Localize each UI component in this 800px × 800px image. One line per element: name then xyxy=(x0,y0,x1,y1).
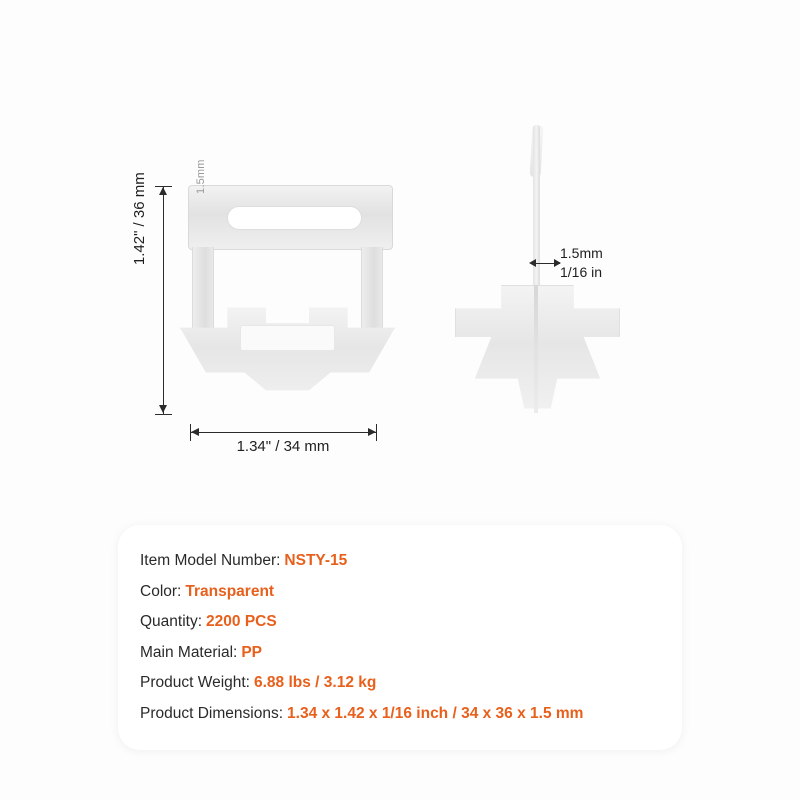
spec-row xyxy=(140,645,682,661)
spec-value-main-material: PP xyxy=(241,643,263,661)
spec-value-color: Transparent xyxy=(185,582,275,600)
width-dimension-arrow-left-icon xyxy=(191,428,199,436)
spec-label-product-weight: Product Weight: xyxy=(140,674,250,691)
height-dimension-label: 1.42" / 36 mm xyxy=(130,172,148,266)
clip-thickness-tag: 1.5mm xyxy=(195,159,207,194)
spec-value-product-weight: 6.88 lbs / 3.12 kg xyxy=(254,674,377,691)
spec-row xyxy=(140,706,682,722)
clip-frame xyxy=(188,159,393,250)
width-dimension-cap-right xyxy=(376,424,377,441)
spec-row xyxy=(140,675,682,691)
spec-label-quantity: Quantity: xyxy=(140,613,203,630)
width-dimension-line xyxy=(190,432,376,433)
height-dimension-arrow-up-icon xyxy=(159,187,167,195)
spec-label-model-number: Item Model Number: xyxy=(140,552,281,569)
height-dimension-line xyxy=(163,186,164,414)
thickness-dimension-mm: 1.5mm xyxy=(560,245,603,261)
clip-leg-right xyxy=(361,247,383,339)
spec-row xyxy=(140,553,682,569)
thickness-dimension-label xyxy=(560,244,603,282)
width-dimension-label: 1.34" / 34 mm xyxy=(236,438,330,455)
height-dimension-cap-bottom xyxy=(155,414,172,415)
spec-label-main-material: Main Material: xyxy=(140,643,238,661)
height-dimension-arrow-down-icon xyxy=(159,405,167,413)
spec-row xyxy=(140,614,682,630)
specification-card xyxy=(118,525,682,750)
spec-label-product-dimensions: Product Dimensions: xyxy=(140,704,284,722)
width-dimension-arrow-right-icon xyxy=(368,428,376,436)
thickness-dimension-inch: 1/16 in xyxy=(560,263,603,280)
clip-stem xyxy=(533,125,540,300)
clip-slot xyxy=(227,206,362,230)
spec-value-model-number: NSTY-15 xyxy=(284,552,348,569)
spec-value-quantity: 2200 PCS xyxy=(206,613,277,630)
tile-leveling-clip-front-view xyxy=(180,159,395,415)
thickness-dimension-arrow-left-icon xyxy=(529,259,536,267)
spec-row xyxy=(140,584,682,600)
spec-value-product-dimensions: 1.34 x 1.42 x 1/16 inch / 34 x 36 x 1.5 mm xyxy=(287,704,584,722)
clip-center-rib xyxy=(534,285,538,413)
clip-leg-left xyxy=(192,247,214,339)
clip-base-notch xyxy=(240,325,335,351)
spec-label-color: Color: xyxy=(140,582,182,600)
